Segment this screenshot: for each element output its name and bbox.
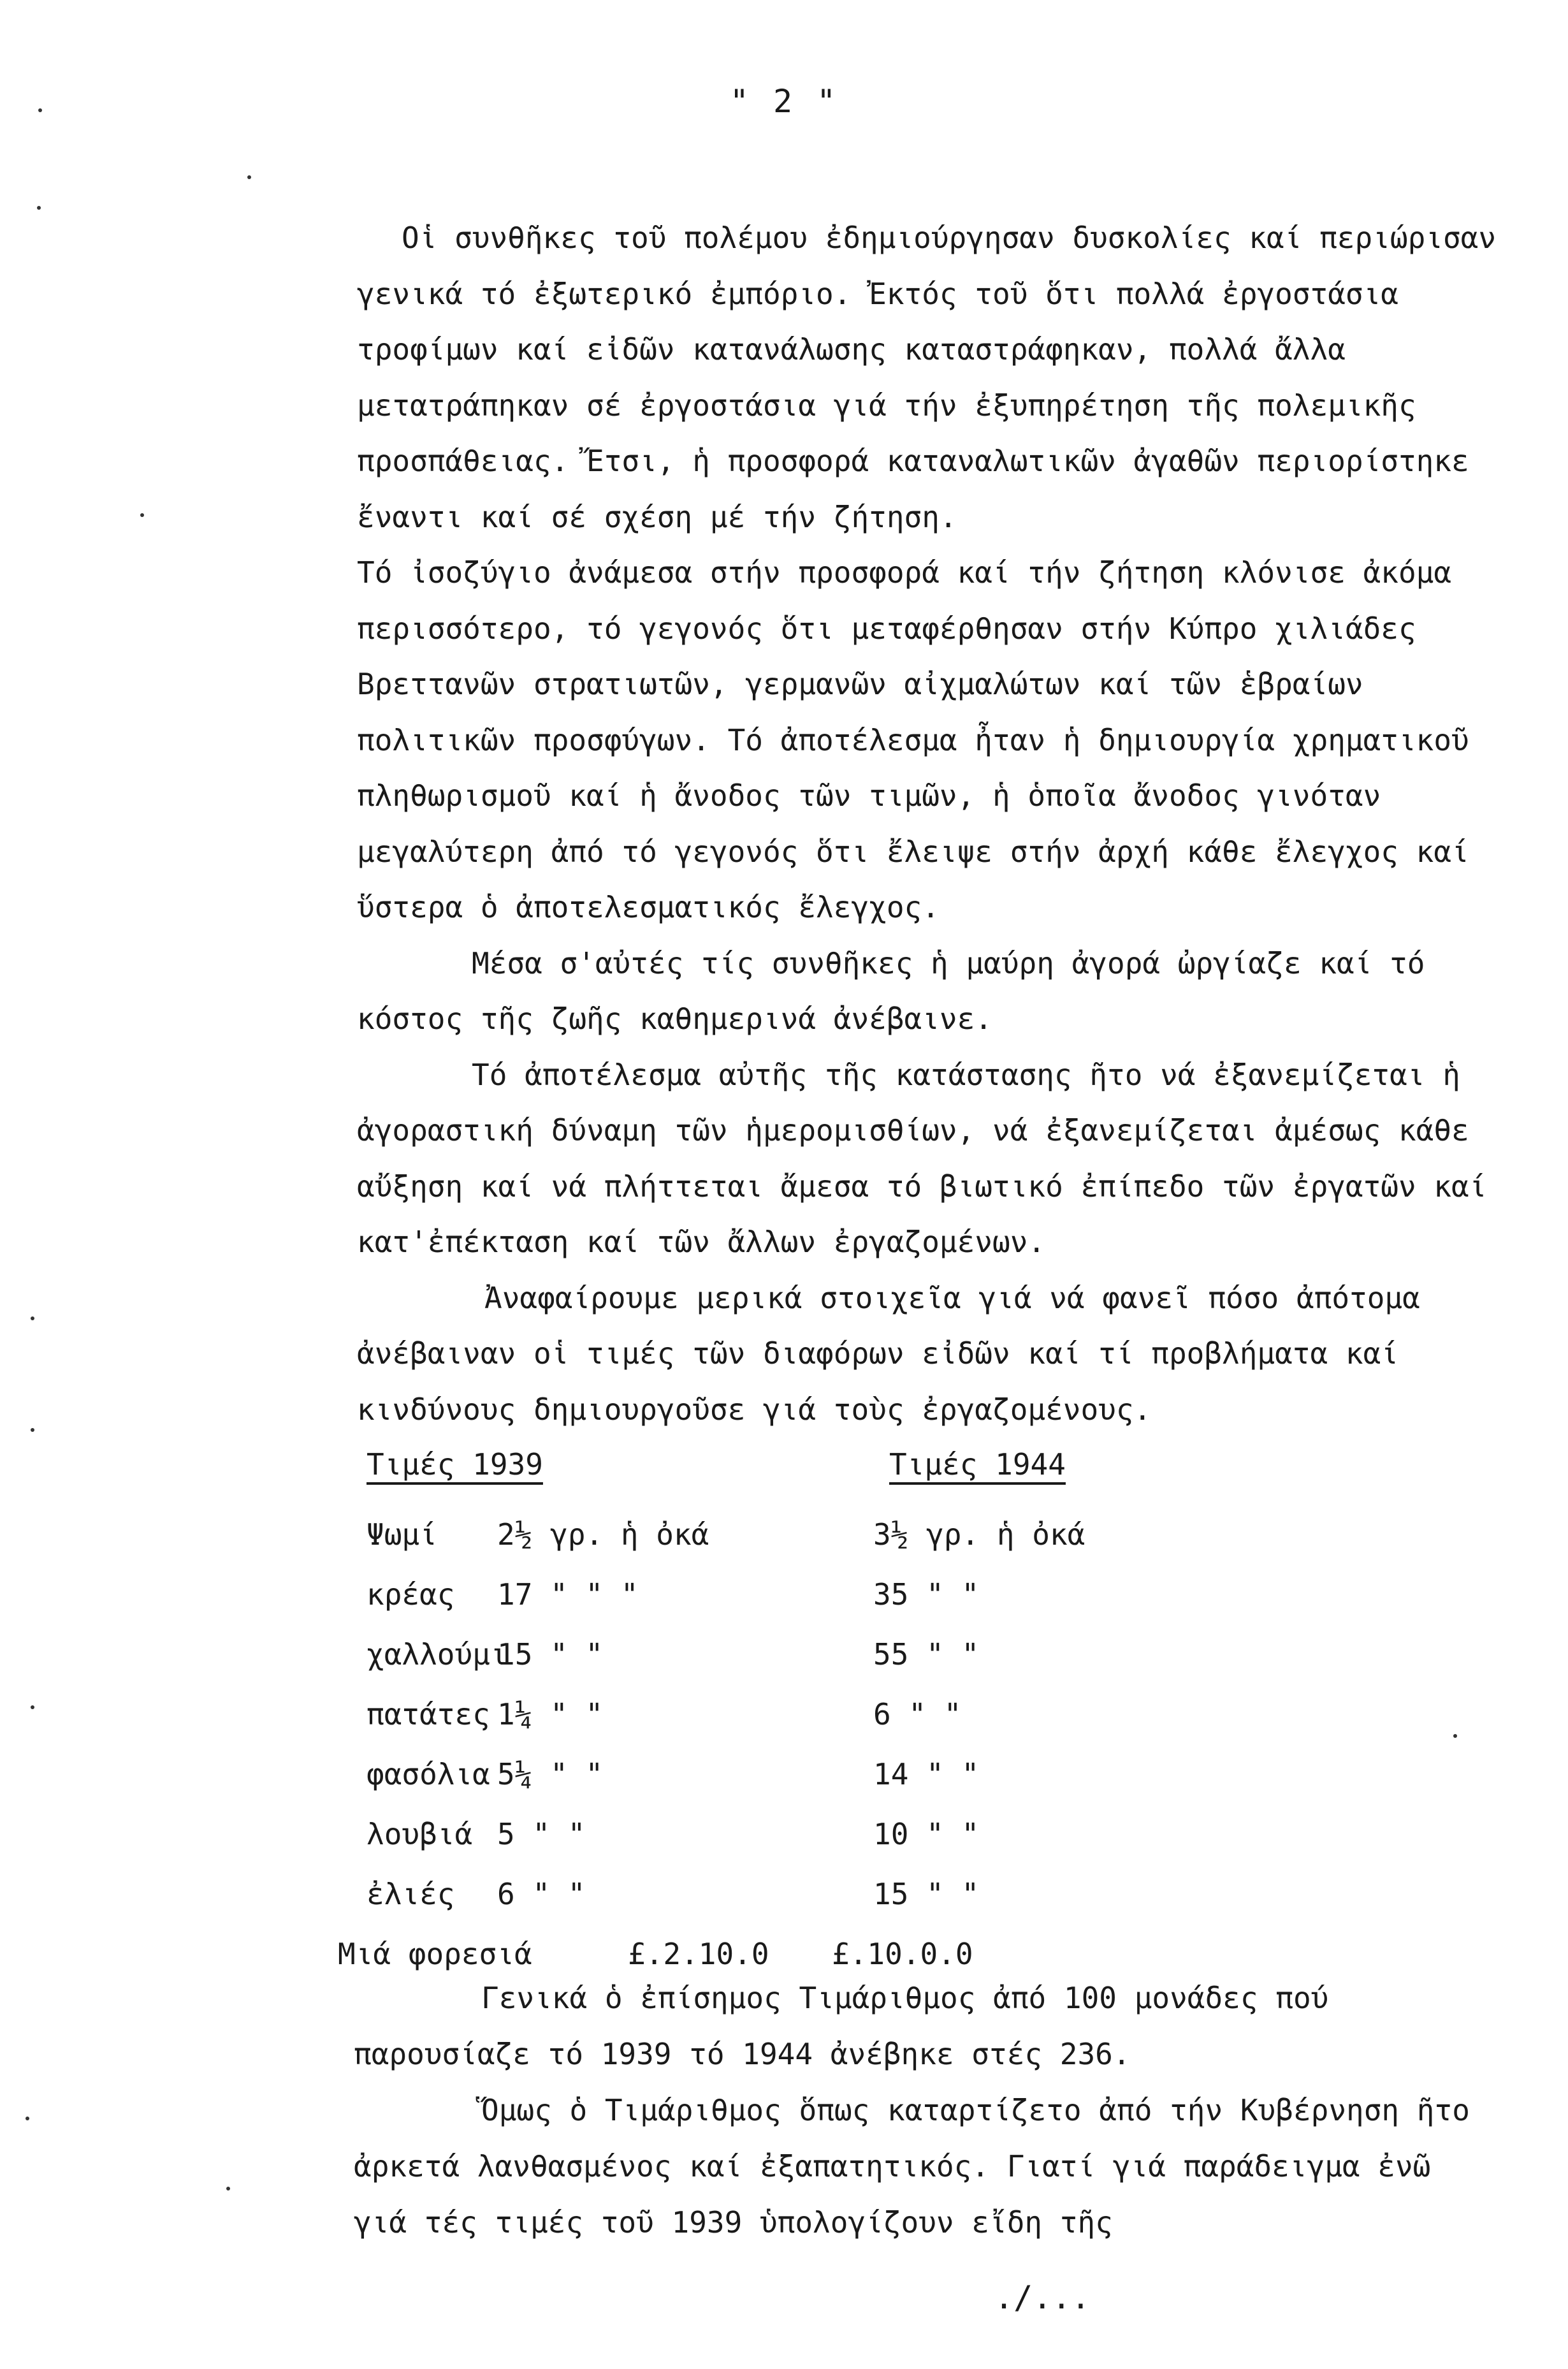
price-row <box>367 1877 1227 1937</box>
item-name: χαλλούμι <box>367 1637 508 1672</box>
scan-speck <box>247 175 251 179</box>
heading-prices-1944: Τιμές 1944 <box>889 1447 1066 1482</box>
scan-speck <box>31 1705 34 1709</box>
scan-speck <box>31 1316 34 1320</box>
price-1939: 5 " " <box>497 1817 586 1851</box>
item-name: ἐλιές <box>367 1877 455 1911</box>
price-row <box>367 1577 1227 1637</box>
total-label: Μιά φορεσιά <box>338 1937 532 1971</box>
price-1944: 6 " " <box>873 1697 962 1731</box>
price-1944: 55 " " <box>873 1637 980 1672</box>
paragraph-black-market: Μέσα σ'αὐτές τίς συνθῆκες ἡ μαύρη ἀγορά ὠργίαζε καί τό κόστος τῆς ζωῆς καθημερινά ἀνέβαινε. <box>357 945 1425 1036</box>
price-comparison-table <box>338 1447 1227 1997</box>
price-row <box>367 1697 1227 1757</box>
scan-speck <box>37 206 41 210</box>
price-1939: 1¼ " " <box>497 1697 604 1731</box>
scan-speck <box>25 2117 29 2120</box>
paragraph-price-intro: Ἀναφαίρουμε μερικά στοιχεῖα γιά νά φανεῖ πόσο ἀπότομα ἀνέβαιναν οἱ τιμές τῶν διαφόρων εἰδῶν καί τί προβλήματα καί κινδύνους δημιουργοῦσε γιά τοὺς ἐργαζομένους. <box>357 1280 1420 1427</box>
paragraph-wartime-conditions: Οἱ συνθῆκες τοῦ πολέμου ἐδημιούργησαν δυσκολίες καί περιώρισαν γενικά τό ἐξωτερικό ἐμπόριο. Ἐκτός τοῦ ὅτι πολλά ἐργοστάσια τροφίμων καί εἰδῶν κατανάλωσης καταστράφηκαν, πολλά ἄλλα μετατράπηκαν σέ ἐργοστάσια γιά τήν ἐξυπηρέτηση τῆς πολεμικῆς προσπάθειας. Ἔτσι, ἡ προσφορά καταναλωτικῶν ἀγαθῶν περιορίστηκε ἔναντι καί σέ σχέση μέ τήν ζήτηση. <box>357 221 1497 534</box>
total-1944: £.10.0.0 <box>832 1937 973 1971</box>
price-1944: 15 " " <box>873 1877 980 1911</box>
price-1939: 17 " " " <box>497 1577 639 1612</box>
body-text <box>357 210 1498 1438</box>
scan-speck <box>226 2187 230 2190</box>
paragraph-index-criticism: Ὅμως ὁ Τιμάριθμος ὅπως καταρτίζετο ἀπό τήν Κυβέρνηση ῆτο ἀρκετά λανθασμένος καί ἐξαπατητικός. Γιατί γιά παράδειγμα ἐνῶ γιά τές τιμές τοῦ 1939 ὑπολογίζουν εἴδη τῆς <box>354 2093 1470 2240</box>
paragraph-supply-demand-balance: Τό ἰσοζύγιο ἀνάμεσα στήν προσφορά καί τήν ζήτηση κλόνισε ἀκόμα περισσότερο, τό γεγονός ὅτι μεταφέρθησαν στήν Κύπρο χιλιάδες Βρεττανῶν στρατιωτῶν, γερμανῶν αἰχμαλώτων καί τῶν ἑβραίων πολιτικῶν προσφύγων. Τό ἀποτέλεσμα ἦταν ἡ δημιουργία χρηματικοῦ πληθωρισμοῦ καί ἡ ἄνοδος τῶν τιμῶν, ἡ ὁποῖα ἄνοδος γινόταν μεγαλύτερη ἀπό τό γεγονός ὅτι ἔλειψε στήν ἀρχή κάθε ἔλεγχος καί ὕστερα ὁ ἀποτελεσματικός ἔλεγχος. <box>357 555 1469 924</box>
scan-speck <box>140 513 144 517</box>
paragraph-purchasing-power: Τό ἀποτέλεσμα αὐτῆς τῆς κατάστασης ῆτο νά ἐξανεμίζεται ἡ ἀγοραστική δύναμη τῶν ἡμερομισθίων, νά ἐξανεμίζεται ἀμέσως κάθε αὔξηση καί νά πλήττεται ἄμεσα τό βιωτικό ἐπίπεδο τῶν ἐργατῶν καί κατ'ἐπέκταση καί τῶν ἄλλων ἐργαζομένων. <box>357 1057 1487 1259</box>
price-1944: 35 " " <box>873 1577 980 1612</box>
heading-prices-1939: Τιμές 1939 <box>367 1447 543 1482</box>
body-text-continued <box>354 1970 1501 2250</box>
price-row <box>367 1637 1227 1697</box>
price-1939: 15 " " <box>497 1637 604 1672</box>
price-headings <box>367 1447 1227 1517</box>
paragraph-official-index: Γενικά ὁ ἐπίσημος Τιμάριθμος ἀπό 100 μονάδες πού παρουσίαζε τό 1939 τό 1944 ἀνέβηκε στές 236. <box>354 1981 1329 2071</box>
price-row <box>367 1817 1227 1877</box>
price-1939: 2½ γρ. ἡ ὀκά <box>497 1517 709 1552</box>
item-name: Ψωμί <box>367 1517 437 1552</box>
item-name: πατάτες <box>367 1697 490 1731</box>
price-1944: 10 " " <box>873 1817 980 1851</box>
price-1944: 3½ γρ. ἡ ὀκά <box>873 1517 1085 1552</box>
item-name: κρέας <box>367 1577 455 1612</box>
item-name: φασόλια <box>367 1757 490 1791</box>
scan-speck <box>1453 1734 1457 1738</box>
page-number: " 2 " <box>729 83 839 120</box>
item-name: λουβιά <box>367 1817 473 1851</box>
total-1939: £.2.10.0 <box>628 1937 769 1971</box>
price-row <box>367 1757 1227 1817</box>
price-1939: 5¼ " " <box>497 1757 604 1791</box>
price-1939: 6 " " <box>497 1877 586 1911</box>
continuation-mark: ./... <box>994 2279 1091 2316</box>
scan-speck <box>31 1428 34 1432</box>
price-1944: 14 " " <box>873 1757 980 1791</box>
price-row <box>367 1517 1227 1577</box>
scan-speck <box>38 108 42 112</box>
